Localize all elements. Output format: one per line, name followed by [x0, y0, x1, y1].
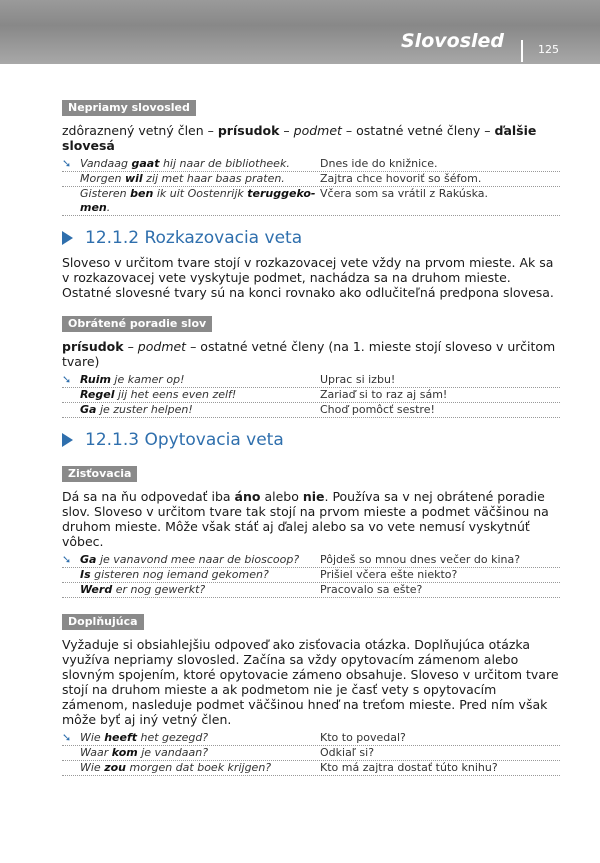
rule-paragraph: zdôraznený vetný člen – prísudok – podmet – ostatné vetné členy – ďalšie slovesá: [62, 123, 537, 153]
example-row: Ga je zuster helpen! Choď pomôcť sestre!: [62, 403, 560, 418]
example-row: ➘ Wie heeft het gezegd? Kto to povedal?: [62, 731, 560, 746]
example-row: Wie zou morgen dat boek krijgen? Kto má zajtra dostať túto knihu?: [62, 761, 560, 776]
example-row: Morgen wil zij met haar baas praten. Zajtra chce hovoriť so šéfom.: [62, 172, 560, 187]
example-row: Regel jij het eens even zelf! Zariaď si to raz aj sám!: [62, 388, 560, 403]
section-label-zistovacia: Zisťovacia: [62, 466, 137, 482]
arrow-down-right-icon: ➘: [62, 157, 72, 170]
arrow-down-right-icon: ➘: [62, 731, 72, 744]
page-content: [62, 96, 560, 776]
example-row: ➘ Ruim je kamer op! Uprac si izbu!: [62, 373, 560, 388]
example-row: Is gisteren nog iemand gekomen? Prišiel včera ešte niekto?: [62, 568, 560, 583]
section-label-nepriamy: Nepriamy slovosled: [62, 100, 196, 116]
body-paragraph: Dá sa na ňu odpovedať iba áno alebo nie. Používa sa v nej obrátené poradie slov. Sloveso v určitom tvare tak stojí na prvom mieste a podmet väčšinou na druhom mieste. Môže však stáť aj ďalej alebo sa vo vete nemusí vyskytnúť vôbec.: [62, 489, 549, 549]
arrow-down-right-icon: ➘: [62, 373, 72, 386]
example-row: ➘ Vandaag gaat hij naar de bibliotheek. Dnes ide do knižnice.: [62, 157, 560, 172]
header-separator: [521, 40, 523, 62]
page-number: 125: [538, 43, 559, 56]
section-label-doplnujuca: Doplňujúca: [62, 614, 144, 630]
example-table: [62, 731, 560, 776]
example-table: [62, 553, 560, 598]
section-label-obratene: Obrátené poradie slov: [62, 316, 212, 332]
arrow-down-right-icon: ➘: [62, 553, 72, 566]
example-row: Gisteren ben ik uit Oostenrijk teruggeko-men. Včera som sa vrátil z Rakúska.: [62, 187, 560, 216]
example-table: [62, 157, 560, 216]
body-paragraph: Vyžaduje si obsiahlejšiu odpoveď ako zisťovacia otázka. Doplňujúca otázka využíva nepriamy slovosled. Začína sa vždy opytovacím zámenom alebo slovným spojením, ktoré opytovacie zámeno obsahuje. Sloveso v určitom tvare stojí na druhom mieste a ak podmetom nie je časť vety s opytovacím zámenom, nasleduje podmet väčšinou hneď na treťom mieste. Pred ním však môže byť aj iný vetný člen.: [62, 637, 559, 727]
example-table: [62, 373, 560, 418]
section-heading-opytovacia: 12.1.3 Opytovacia veta: [62, 430, 560, 450]
example-row: ➘ Ga je vanavond mee naar de bioscoop? Pôjdeš so mnou dnes večer do kina?: [62, 553, 560, 568]
rule-paragraph: prísudok – podmet – ostatné vetné členy (na 1. mieste stojí sloveso v určitom tvare): [62, 339, 556, 369]
example-row: Werd er nog gewerkt? Pracovalo sa ešte?: [62, 583, 560, 598]
section-heading-rozkazovacia: 12.1.2 Rozkazovacia veta: [62, 228, 560, 248]
chapter-title: Slovosled: [401, 30, 504, 52]
page-header: [0, 0, 600, 64]
triangle-right-icon: [62, 231, 73, 245]
triangle-right-icon: [62, 433, 73, 447]
body-paragraph: Sloveso v určitom tvare stojí v rozkazovacej vete vždy na prvom mieste. Ak sa v rozkazovacej vete vyskytuje podmet, nachádza sa na druhom mieste. Ostatné slovesné tvary sú na konci rovnako ako odlučiteľná predpona slovesa.: [62, 255, 554, 300]
example-row: Waar kom je vandaan? Odkiaľ si?: [62, 746, 560, 761]
